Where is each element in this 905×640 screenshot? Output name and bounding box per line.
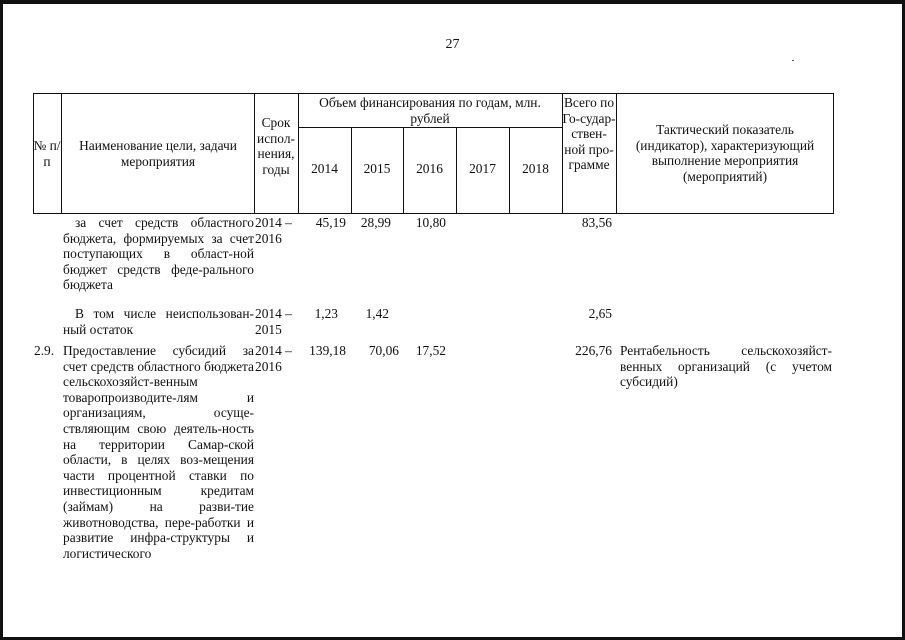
row-indicator: Рентабельность сельскохозяйст-венных организаций (с учетом субсидий) <box>620 343 832 390</box>
header-year-2015: 2015 <box>363 161 391 176</box>
header-term: Срок испол-нения, годы <box>257 115 295 177</box>
row-value-2016: 10,80 <box>415 215 446 230</box>
col-line-1 <box>61 93 62 214</box>
header-total: Всего по Го-судар-ствен-ной про-грамме <box>562 95 616 173</box>
row-value-2016: 17,52 <box>415 343 446 358</box>
header-top-line <box>33 93 833 94</box>
col-line-6 <box>833 93 834 214</box>
header-indicator: Тактический показатель (индикатор), характеризующий выполнение мероприятия (мероприятий) <box>635 122 815 184</box>
row-value-2014: 45,19 <box>315 215 346 230</box>
header-year-2014: 2014 <box>311 161 338 176</box>
header-num: № п/п <box>33 138 61 169</box>
row-value-2014: 139,18 <box>309 343 346 358</box>
row-term: 2014 – 2016 <box>255 215 292 246</box>
row-term: 2014 – 2015 <box>255 306 292 337</box>
col-line-3 <box>298 93 299 214</box>
header-year-2018: 2018 <box>522 161 549 176</box>
funding-sub-line <box>298 127 562 128</box>
row-value-2015: 1,42 <box>365 306 389 321</box>
row-total: 83,56 <box>581 215 612 230</box>
header-name: Наименование цели, задачи мероприятия <box>79 138 237 169</box>
row-number: 2.9. <box>34 343 55 358</box>
row-total: 2,65 <box>588 306 612 321</box>
col-line-5 <box>616 93 617 214</box>
header-year-2016: 2016 <box>416 161 443 176</box>
page-number: 27 <box>445 37 460 52</box>
row-term: 2014 – 2016 <box>255 343 292 374</box>
row-value-2015: 28,99 <box>360 215 391 230</box>
row-name: В том числе неиспользован-ный остаток <box>63 306 254 337</box>
header-bottom-line <box>33 213 833 214</box>
row-name: Предоставление субсидий за счет средств областного бюджета сельскохозяйст-венным товаропроизводите-лям и организациям, осуще-ствляющим свою деятель-ность на территории Самар-ской области, в целях воз-мещения части процентной ставки по инвестиционным кредитам (займам) на разви-тие животноводства, пере-работки и развитие инфра-структуры и логистического <box>63 343 254 561</box>
row-value-2014: 1,23 <box>314 306 338 321</box>
row-name: за счет средств областного бюджета, формируемых за счет поступающих в област-ной бюджет средств феде-рального бюджета <box>63 215 254 293</box>
row-value-2015: 70,06 <box>368 343 399 358</box>
scan-speck <box>792 60 794 61</box>
header-funding: Объем финансирования по годам, млн. рублей <box>319 95 541 126</box>
row-total: 226,76 <box>575 343 612 358</box>
header-year-2017: 2017 <box>469 161 496 176</box>
